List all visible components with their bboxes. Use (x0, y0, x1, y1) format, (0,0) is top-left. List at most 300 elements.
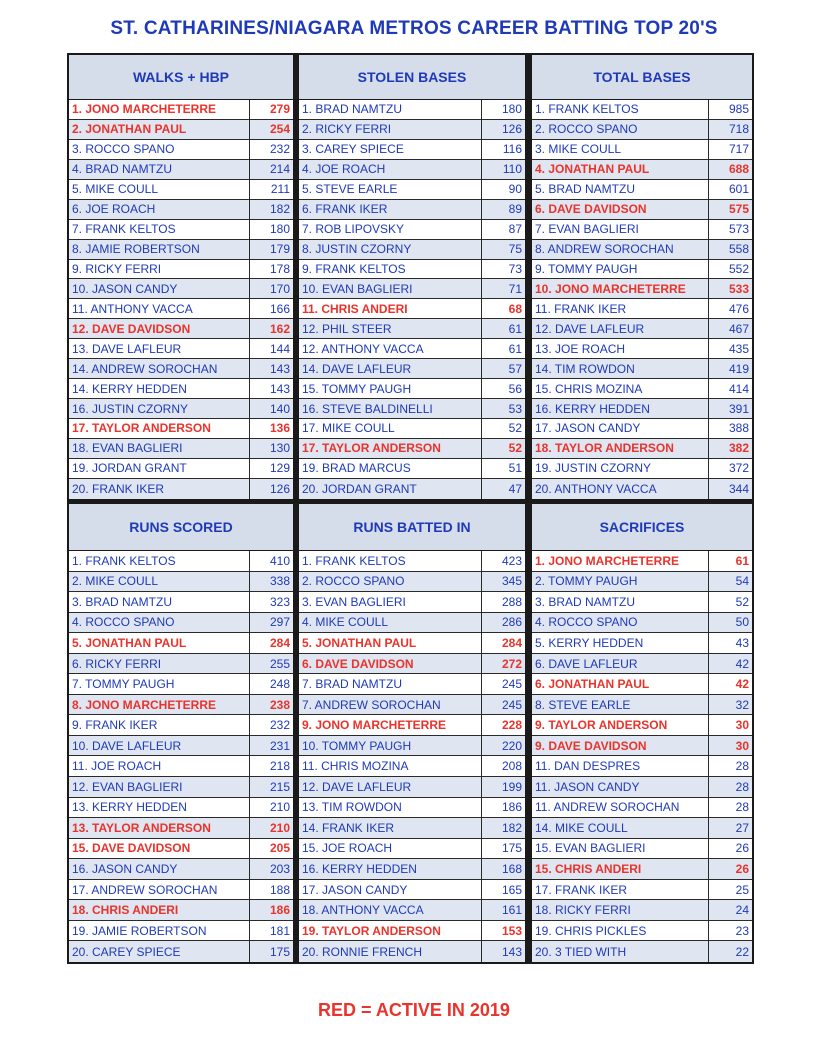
stat-row (532, 921, 752, 942)
player-name: 14. TIM ROWDON (535, 361, 635, 376)
stat-value: 410 (249, 551, 293, 571)
stat-row (532, 880, 752, 901)
player-name: 4. MIKE COULL (302, 615, 389, 630)
stat-row (532, 140, 752, 160)
stat-row (299, 339, 525, 359)
stat-list (532, 100, 752, 499)
stat-row (299, 900, 525, 921)
panel-stolen-bases (299, 55, 525, 499)
stat-value: 126 (249, 479, 293, 499)
stat-value: 284 (481, 633, 525, 653)
stat-value: 210 (249, 798, 293, 818)
player-name: 3. ROCCO SPANO (72, 142, 175, 157)
player-name: 9. DAVE DAVIDSON (535, 738, 647, 753)
player-name: 20. JORDAN GRANT (302, 481, 417, 496)
stat-value: 30 (708, 736, 752, 756)
stat-value: 203 (249, 859, 293, 879)
player-name: 19. TAYLOR ANDERSON (302, 923, 441, 938)
stat-value: 182 (249, 200, 293, 219)
stat-value: 27 (708, 818, 752, 838)
stat-value: 161 (481, 900, 525, 920)
panel-sacrifices (532, 504, 752, 962)
player-name: 6. RICKY FERRI (72, 656, 162, 671)
stat-value: 286 (481, 613, 525, 633)
player-name: 3. CAREY SPIECE (302, 142, 404, 157)
stat-value: 52 (481, 439, 525, 458)
player-name: 3. MIKE COULL (535, 142, 622, 157)
stat-row (69, 220, 293, 240)
stat-row (69, 419, 293, 439)
stat-row (69, 941, 293, 962)
stat-value: 188 (249, 880, 293, 900)
player-name: 6. JOE ROACH (72, 202, 156, 217)
stat-row (532, 399, 752, 419)
stat-row (532, 260, 752, 280)
player-name: 2. MIKE COULL (72, 574, 159, 589)
stat-row (532, 160, 752, 180)
player-name: 7. BRAD NAMTZU (302, 677, 403, 692)
stat-value: 75 (481, 240, 525, 259)
stat-row (69, 859, 293, 880)
player-name: 9. JONO MARCHETERRE (302, 718, 447, 733)
stat-row (532, 339, 752, 359)
player-name: 12. DAVE LAFLEUR (302, 779, 412, 794)
panel-walks-hbp (69, 55, 293, 499)
player-name: 19. JUSTIN CZORNY (535, 461, 652, 476)
stat-value: 382 (708, 439, 752, 458)
player-name: 12. PHIL STEER (302, 321, 392, 336)
player-name: 19. JORDAN GRANT (72, 461, 187, 476)
player-name: 17. ANDREW SOROCHAN (72, 882, 218, 897)
player-name: 10. JASON CANDY (72, 281, 178, 296)
player-name: 1. JONO MARCHETERRE (72, 102, 217, 117)
player-name: 6. JONATHAN PAUL (535, 677, 650, 692)
stat-row (299, 459, 525, 479)
stat-row (69, 459, 293, 479)
player-name: 13. DAVE LAFLEUR (72, 341, 182, 356)
player-name: 11. JOE ROACH (72, 759, 162, 774)
stat-row (532, 419, 752, 439)
player-name: 2. ROCCO SPANO (535, 122, 638, 137)
stat-value: 129 (249, 459, 293, 478)
stat-row (69, 379, 293, 399)
stat-row (299, 439, 525, 459)
player-name: 7. ANDREW SOROCHAN (302, 697, 441, 712)
stat-row (299, 551, 525, 572)
stat-row (532, 900, 752, 921)
stat-row (532, 839, 752, 860)
player-name: 19. CHRIS PICKLES (535, 923, 647, 938)
player-name: 18. ANTHONY VACCA (302, 903, 424, 918)
stat-value: 985 (708, 100, 752, 119)
player-name: 12. DAVE DAVIDSON (72, 321, 191, 336)
stat-row (532, 240, 752, 260)
stat-row (69, 880, 293, 901)
stat-row (69, 479, 293, 499)
stat-row (532, 120, 752, 140)
stat-value: 218 (249, 756, 293, 776)
stat-row (69, 279, 293, 299)
stat-row (69, 551, 293, 572)
stat-row (532, 439, 752, 459)
stat-row (299, 777, 525, 798)
stat-row (532, 551, 752, 572)
stat-value: 47 (481, 479, 525, 499)
player-name: 11. ANDREW SOROCHAN (535, 800, 680, 815)
stat-value: 344 (708, 479, 752, 499)
player-name: 16. KERRY HEDDEN (535, 401, 650, 416)
player-name: 17. TAYLOR ANDERSON (72, 421, 211, 436)
stat-row (69, 715, 293, 736)
stat-value: 175 (481, 839, 525, 859)
stat-row (532, 572, 752, 593)
stat-row (69, 180, 293, 200)
stat-row (69, 633, 293, 654)
stat-value: 28 (708, 756, 752, 776)
stat-value: 61 (481, 319, 525, 338)
player-name: 17. TAYLOR ANDERSON (302, 441, 441, 456)
stat-value: 279 (249, 100, 293, 119)
player-name: 18. RICKY FERRI (535, 903, 631, 918)
stat-row (299, 654, 525, 675)
player-name: 20. RONNIE FRENCH (302, 944, 423, 959)
player-name: 20. CAREY SPIECE (72, 944, 181, 959)
stat-list (532, 551, 752, 962)
stat-row (532, 592, 752, 613)
stat-row (299, 160, 525, 180)
stat-row (69, 439, 293, 459)
stat-row (299, 100, 525, 120)
player-name: 16. STEVE BALDINELLI (302, 401, 433, 416)
player-name: 15. CHRIS MOZINA (535, 381, 643, 396)
stat-row (299, 921, 525, 942)
player-name: 15. TOMMY PAUGH (302, 381, 412, 396)
player-name: 6. DAVE DAVIDSON (302, 656, 414, 671)
stat-row (532, 695, 752, 716)
stat-row (69, 399, 293, 419)
player-name: 2. RICKY FERRI (302, 122, 392, 137)
stat-row (299, 220, 525, 240)
stat-row (532, 459, 752, 479)
player-name: 8. STEVE EARLE (535, 697, 631, 712)
player-name: 13. TIM ROWDON (302, 800, 402, 815)
stat-value: 178 (249, 260, 293, 279)
player-name: 3. BRAD NAMTZU (535, 594, 636, 609)
stat-row (299, 279, 525, 299)
player-name: 6. FRANK IKER (302, 202, 388, 217)
stat-row (69, 921, 293, 942)
player-name: 4. JOE ROACH (302, 162, 386, 177)
player-name: 8. ANDREW SOROCHAN (535, 242, 674, 257)
stat-row (299, 260, 525, 280)
player-name: 9. RICKY FERRI (72, 261, 162, 276)
stat-value: 552 (708, 260, 752, 279)
stat-row (69, 695, 293, 716)
player-name: 20. 3 TIED WITH (535, 944, 627, 959)
stat-value: 323 (249, 592, 293, 612)
player-name: 11. FRANK IKER (535, 301, 627, 316)
player-name: 15. EVAN BAGLIERI (535, 841, 646, 856)
stat-value: 32 (708, 695, 752, 715)
stat-value: 220 (481, 736, 525, 756)
stat-value: 245 (481, 695, 525, 715)
stat-row (532, 715, 752, 736)
player-name: 4. ROCCO SPANO (535, 615, 638, 630)
stat-row (69, 100, 293, 120)
player-name: 20. FRANK IKER (72, 481, 165, 496)
stat-row (532, 777, 752, 798)
stat-row (69, 839, 293, 860)
player-name: 4. ROCCO SPANO (72, 615, 175, 630)
stat-row (69, 339, 293, 359)
player-name: 6. DAVE DAVIDSON (535, 202, 647, 217)
player-name: 10. JONO MARCHETERRE (535, 281, 686, 296)
stat-value: 717 (708, 140, 752, 159)
stat-value: 143 (481, 941, 525, 962)
panel-header: TOTAL BASES (532, 55, 752, 100)
player-name: 14. FRANK IKER (302, 820, 395, 835)
player-name: 2. TOMMY PAUGH (535, 574, 638, 589)
stat-value: 175 (249, 941, 293, 962)
stat-row (69, 160, 293, 180)
stat-value: 136 (249, 419, 293, 438)
stat-row (299, 941, 525, 962)
stat-row (69, 299, 293, 319)
stat-row (299, 479, 525, 499)
player-name: 5. MIKE COULL (72, 182, 159, 197)
stat-value: 89 (481, 200, 525, 219)
stat-value: 144 (249, 339, 293, 358)
stat-value: 232 (249, 715, 293, 735)
stat-row (299, 419, 525, 439)
player-name: 5. STEVE EARLE (302, 182, 398, 197)
stat-value: 345 (481, 572, 525, 592)
player-name: 1. JONO MARCHETERRE (535, 553, 680, 568)
player-name: 12. DAVE LAFLEUR (535, 321, 645, 336)
stat-value: 52 (481, 419, 525, 438)
stat-row (299, 674, 525, 695)
stat-value: 126 (481, 120, 525, 139)
stat-value: 143 (249, 379, 293, 398)
stat-value: 43 (708, 633, 752, 653)
stat-value: 61 (708, 551, 752, 571)
stat-value: 228 (481, 715, 525, 735)
panel-header: STOLEN BASES (299, 55, 525, 100)
stat-row (299, 715, 525, 736)
stat-value: 214 (249, 160, 293, 179)
player-name: 16. JUSTIN CZORNY (72, 401, 189, 416)
player-name: 6. DAVE LAFLEUR (535, 656, 638, 671)
stat-row (532, 220, 752, 240)
stat-row (532, 100, 752, 120)
panel-runs-scored (69, 504, 293, 962)
stat-row (69, 613, 293, 634)
player-name: 7. ROB LIPOVSKY (302, 222, 405, 237)
legend-note: RED = ACTIVE IN 2019 (318, 1000, 510, 1020)
player-name: 14. KERRY HEDDEN (72, 381, 187, 396)
stat-row (299, 839, 525, 860)
player-name: 8. JONO MARCHETERRE (72, 697, 217, 712)
player-name: 11. JASON CANDY (535, 779, 640, 794)
stat-row (299, 200, 525, 220)
stat-value: 180 (481, 100, 525, 119)
stat-row (299, 756, 525, 777)
stat-value: 25 (708, 880, 752, 900)
player-name: 9. FRANK IKER (72, 718, 158, 733)
stat-row (299, 180, 525, 200)
stat-value: 42 (708, 654, 752, 674)
player-name: 9. TAYLOR ANDERSON (535, 718, 668, 733)
player-name: 1. FRANK KELTOS (535, 102, 639, 117)
stat-row (532, 633, 752, 654)
player-name: 15. JOE ROACH (302, 841, 393, 856)
stat-row (532, 479, 752, 499)
stat-row (299, 240, 525, 260)
stat-value: 162 (249, 319, 293, 338)
player-name: 5. JONATHAN PAUL (72, 635, 187, 650)
stat-value: 68 (481, 299, 525, 318)
stat-row (532, 299, 752, 319)
stat-row (69, 777, 293, 798)
stat-value: 110 (481, 160, 525, 179)
player-name: 7. TOMMY PAUGH (72, 677, 175, 692)
player-name: 5. JONATHAN PAUL (302, 635, 417, 650)
stat-value: 42 (708, 674, 752, 694)
stat-row (69, 359, 293, 379)
stat-row (69, 200, 293, 220)
stat-value: 143 (249, 359, 293, 378)
player-name: 2. JONATHAN PAUL (72, 122, 187, 137)
stat-row (299, 880, 525, 901)
stat-value: 73 (481, 260, 525, 279)
stat-value: 61 (481, 339, 525, 358)
stat-value: 215 (249, 777, 293, 797)
stat-row (69, 240, 293, 260)
stat-row (69, 736, 293, 757)
player-name: 11. DAN DESPRES (535, 759, 641, 774)
stat-value: 165 (481, 880, 525, 900)
stat-value: 205 (249, 839, 293, 859)
panel-header: RUNS SCORED (69, 504, 293, 551)
stat-value: 238 (249, 695, 293, 715)
player-name: 1. FRANK KELTOS (302, 553, 406, 568)
stat-value: 51 (481, 459, 525, 478)
stat-value: 30 (708, 715, 752, 735)
stat-row (299, 695, 525, 716)
player-name: 11. CHRIS MOZINA (302, 759, 409, 774)
stat-row (532, 613, 752, 634)
stat-value: 718 (708, 120, 752, 139)
stat-row (69, 654, 293, 675)
player-name: 17. MIKE COULL (302, 421, 395, 436)
player-name: 16. JASON CANDY (72, 861, 178, 876)
stat-value: 54 (708, 572, 752, 592)
stat-value: 338 (249, 572, 293, 592)
stat-value: 476 (708, 299, 752, 318)
stat-value: 170 (249, 279, 293, 298)
player-name: 5. BRAD NAMTZU (535, 182, 636, 197)
stat-row (299, 859, 525, 880)
stat-value: 255 (249, 654, 293, 674)
stat-value: 57 (481, 359, 525, 378)
stat-row (299, 592, 525, 613)
player-name: 13. TAYLOR ANDERSON (72, 820, 211, 835)
stat-value: 372 (708, 459, 752, 478)
stat-row (299, 818, 525, 839)
stat-value: 288 (481, 592, 525, 612)
stats-grid (67, 53, 754, 964)
player-name: 11. ANTHONY VACCA (72, 301, 193, 316)
player-name: 7. EVAN BAGLIERI (535, 222, 639, 237)
player-name: 14. ANDREW SOROCHAN (72, 361, 218, 376)
player-name: 1. FRANK KELTOS (72, 553, 176, 568)
stat-row (532, 319, 752, 339)
stat-value: 414 (708, 379, 752, 398)
stat-row (69, 592, 293, 613)
stat-value: 186 (249, 900, 293, 920)
stat-value: 28 (708, 798, 752, 818)
stat-value: 210 (249, 818, 293, 838)
stat-row (299, 319, 525, 339)
player-name: 20. ANTHONY VACCA (535, 481, 657, 496)
player-name: 17. JASON CANDY (302, 882, 408, 897)
stat-value: 52 (708, 592, 752, 612)
stat-value: 56 (481, 379, 525, 398)
player-name: 4. JONATHAN PAUL (535, 162, 650, 177)
stat-list (69, 551, 293, 962)
stat-value: 23 (708, 921, 752, 941)
stat-value: 50 (708, 613, 752, 633)
stat-row (69, 120, 293, 140)
player-name: 13. JOE ROACH (535, 341, 626, 356)
player-name: 18. TAYLOR ANDERSON (535, 441, 674, 456)
stat-value: 28 (708, 777, 752, 797)
stat-value: 199 (481, 777, 525, 797)
stat-row (299, 299, 525, 319)
stat-list (69, 100, 293, 499)
stat-row (69, 140, 293, 160)
player-name: 18. CHRIS ANDERI (72, 903, 179, 918)
stat-value: 26 (708, 839, 752, 859)
stat-value: 245 (481, 674, 525, 694)
stat-value: 391 (708, 399, 752, 418)
stat-value: 272 (481, 654, 525, 674)
stat-value: 211 (249, 180, 293, 199)
panel-header: SACRIFICES (532, 504, 752, 551)
stat-row (69, 674, 293, 695)
stat-row (532, 736, 752, 757)
player-name: 10. TOMMY PAUGH (302, 738, 412, 753)
stat-value: 181 (249, 921, 293, 941)
stat-list (299, 100, 525, 499)
player-name: 2. ROCCO SPANO (302, 574, 405, 589)
stat-row (299, 359, 525, 379)
stat-value: 130 (249, 439, 293, 458)
panel-runs-batted-in (299, 504, 525, 962)
stat-row (532, 818, 752, 839)
panel-header: WALKS + HBP (69, 55, 293, 100)
player-name: 12. EVAN BAGLIERI (72, 779, 183, 794)
stat-value: 435 (708, 339, 752, 358)
stat-value: 90 (481, 180, 525, 199)
stat-row (532, 180, 752, 200)
stat-value: 248 (249, 674, 293, 694)
player-name: 17. JASON CANDY (535, 421, 641, 436)
stat-row (69, 818, 293, 839)
stat-value: 558 (708, 240, 752, 259)
stat-row (69, 572, 293, 593)
stat-row (532, 200, 752, 220)
